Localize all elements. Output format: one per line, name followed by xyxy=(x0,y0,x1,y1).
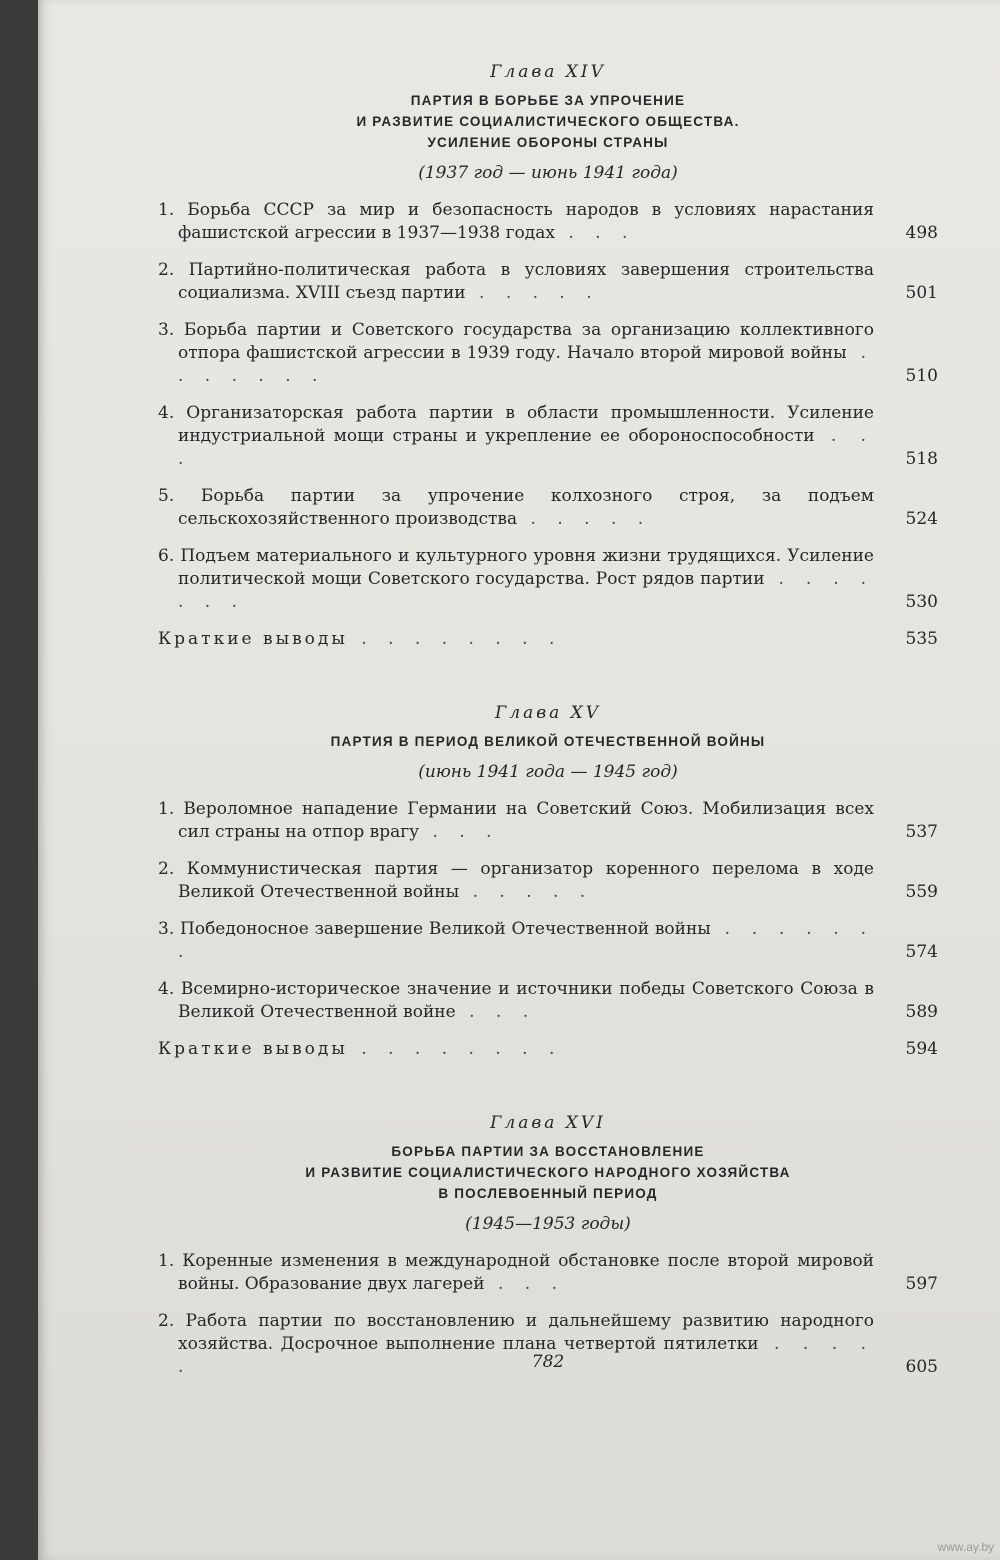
chapter xyxy=(158,62,938,651)
toc-entry-text xyxy=(158,319,874,388)
chapter-period: (июнь 1941 года — 1945 год) xyxy=(418,762,678,782)
toc-entry-title: 6. Подъем материального и культурного уровня жизни трудящихся. Усиление политической мощи Советского государства. Рост рядов партии xyxy=(158,546,874,589)
toc-entry-text xyxy=(158,199,874,245)
leader-dots: . . . . . xyxy=(517,509,652,529)
toc-entry-title: 5. Борьба партии за упрочение колхозного строя, за подъем сельскохозяйственного производства xyxy=(158,486,874,529)
toc-summary-text xyxy=(158,1038,874,1061)
chapter-title xyxy=(158,90,938,153)
toc-entry-text xyxy=(158,918,874,964)
leader-dots: . . . xyxy=(554,223,636,243)
toc-entry-text xyxy=(158,798,874,844)
toc-entry-text xyxy=(158,485,874,531)
toc-entry-text xyxy=(158,259,874,305)
page-number: 782 xyxy=(531,1352,565,1372)
toc-entry-page: 530 xyxy=(905,592,938,612)
chapter-title-line: И РАЗВИТИЕ СОЦИАЛИСТИЧЕСКОГО ОБЩЕСТВА. xyxy=(356,114,740,129)
toc-entry-title: 4. Организаторская работа партии в области промышленности. Усиление индустриальной мощи страны и укрепление ее обороноспособности xyxy=(158,403,874,446)
chapter-title-line: И РАЗВИТИЕ СОЦИАЛИСТИЧЕСКОГО НАРОДНОГО ХОЗЯЙСТВА xyxy=(305,1165,791,1180)
toc-entry-page: 524 xyxy=(905,509,938,529)
toc-entry xyxy=(158,259,938,305)
toc-summary xyxy=(158,628,938,651)
toc-entry-page: 510 xyxy=(905,366,938,386)
toc-entry-title: 2. Партийно-политическая работа в условиях завершения строительства социализма. XVIII съезд партии xyxy=(158,260,874,303)
toc-entry-page: 559 xyxy=(905,882,938,902)
toc-entry-page: 501 xyxy=(905,283,938,303)
chapter-title-line: ПАРТИЯ В БОРЬБЕ ЗА УПРОЧЕНИЕ xyxy=(410,93,686,108)
chapter xyxy=(158,703,938,1061)
chapter-title-line: УСИЛЕНИЕ ОБОРОНЫ СТРАНЫ xyxy=(427,135,669,150)
toc-entry-text xyxy=(158,978,874,1024)
toc-entry xyxy=(158,978,938,1024)
leader-dots: . . . xyxy=(455,1002,537,1022)
toc-entry-text xyxy=(158,545,874,614)
chapter-label: Глава XV xyxy=(494,703,602,723)
chapter-title xyxy=(158,731,938,752)
leader-dots: . . . . . . . . xyxy=(347,629,563,649)
toc-entry-page: 498 xyxy=(905,223,938,243)
leader-dots: . . . . . xyxy=(178,1334,874,1377)
toc-entry-title: 2. Коммунистическая партия — организатор коренного перелома в ходе Великой Отечественной войны xyxy=(158,859,874,902)
toc-summary-page: 535 xyxy=(905,629,938,649)
toc-entry-page: 574 xyxy=(905,942,938,962)
toc-summary xyxy=(158,1038,938,1061)
chapter-period: (1937 год — июнь 1941 года) xyxy=(418,163,678,183)
toc-entry-page: 589 xyxy=(905,1002,938,1022)
watermark: www.ay.by xyxy=(937,1540,994,1554)
toc-entry xyxy=(158,319,938,388)
leader-dots: . . . . . xyxy=(465,283,600,303)
toc-entry-text xyxy=(158,402,874,471)
toc-entry-title: 2. Работа партии по восстановлению и дальнейшему развитию народного хозяйства. Досрочное выполнение плана четвертой пятилетки xyxy=(158,1311,874,1354)
chapter-title-line: БОРЬБА ПАРТИИ ЗА ВОССТАНОВЛЕНИЕ xyxy=(391,1144,705,1159)
toc-entry-title: 4. Всемирно-историческое значение и источники победы Советского Союза в Великой Отечественной войне xyxy=(158,979,874,1022)
toc-entry-title: 1. Коренные изменения в международной обстановке после второй мировой войны. Образование двух лагерей xyxy=(158,1251,874,1294)
chapter-title-line: В ПОСЛЕВОЕННЫЙ ПЕРИОД xyxy=(438,1186,658,1201)
chapter-title xyxy=(158,1141,938,1204)
toc-entry-page: 597 xyxy=(905,1274,938,1294)
toc-entry xyxy=(158,485,938,531)
toc-summary-text xyxy=(158,628,874,651)
toc-entry-page: 537 xyxy=(905,822,938,842)
chapter-label: Глава XVI xyxy=(490,1113,606,1133)
chapter xyxy=(158,1113,938,1379)
chapter-period: (1945—1953 годы) xyxy=(465,1214,631,1234)
toc-entry-title: 3. Победоносное завершение Великой Отечественной войны xyxy=(158,919,711,939)
toc-entry-title: 1. Вероломное нападение Германии на Советский Союз. Мобилизация всех сил страны на отпор врагу xyxy=(158,799,874,842)
chapter-label: Глава XIV xyxy=(490,62,606,82)
toc-entry-page: 605 xyxy=(905,1357,938,1377)
toc-summary-title: Краткие выводы xyxy=(158,1039,348,1059)
toc-entry xyxy=(158,918,938,964)
toc-summary-title: Краткие выводы xyxy=(158,629,348,649)
chapters-container xyxy=(158,62,938,1379)
leader-dots: . . . . . xyxy=(459,882,594,902)
toc-entry-page: 518 xyxy=(905,449,938,469)
toc-entry xyxy=(158,402,938,471)
book-page xyxy=(38,0,1000,1560)
leader-dots: . . . . . . . . xyxy=(347,1039,563,1059)
leader-dots: . . . xyxy=(484,1274,565,1294)
leader-dots: . . . . . . . xyxy=(178,343,874,386)
toc-entry xyxy=(158,858,938,904)
toc-entry xyxy=(158,1250,938,1296)
toc-entry xyxy=(158,545,938,614)
toc-entry xyxy=(158,798,938,844)
chapter-title-line: ПАРТИЯ В ПЕРИОД ВЕЛИКОЙ ОТЕЧЕСТВЕННОЙ ВОЙНЫ xyxy=(330,734,766,749)
leader-dots: . . . . . . . xyxy=(178,569,874,612)
toc-entry-text xyxy=(158,1250,874,1296)
toc-entry-title: 1. Борьба СССР за мир и безопасность народов в условиях нарастания фашистской агрессии в 1937—1938 годах xyxy=(158,200,874,243)
leader-dots: . . . xyxy=(419,822,500,842)
leader-dots: . . . xyxy=(178,426,874,469)
toc-entry-text xyxy=(158,858,874,904)
toc-entry-title: 3. Борьба партии и Советского государства за организацию коллективного отпора фашистской агрессии в 1939 году. Начало второй мировой войны xyxy=(158,320,874,363)
table-of-contents xyxy=(158,62,938,1393)
toc-entry xyxy=(158,199,938,245)
toc-summary-page: 594 xyxy=(905,1039,938,1059)
leader-dots: . . . . . . . xyxy=(178,919,874,962)
